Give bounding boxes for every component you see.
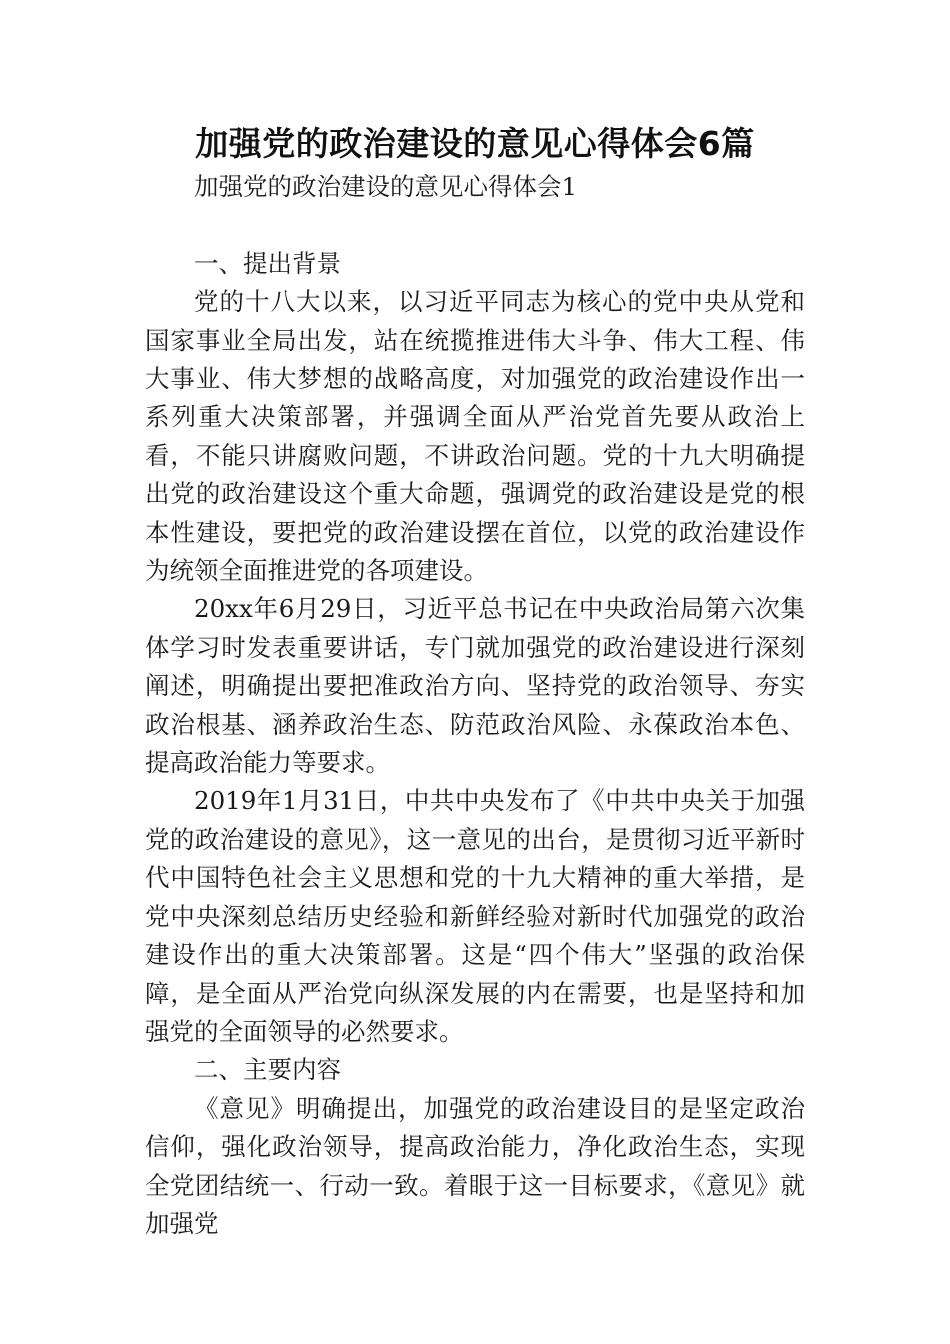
- paragraph: 《意见》明确提出，加强党的政治建设目的是坚定政治信仰，强化政治领导，提高政治能力，净化政治生态，实现全党团结统一、行动一致。着眼于这一目标要求，《意见》就加强党: [145, 1093, 805, 1238]
- paragraph: 党的十八大以来，以习近平同志为核心的党中央从党和国家事业全局出发，站在统揽推进伟大斗争、伟大工程、伟大事业、伟大梦想的战略高度，对加强党的政治建设作出一系列重大决策部署，并强调全面从严治党首先要从政治上看，不能只讲腐败问题，不讲政治问题。党的十九大明确提出党的政治建设这个重大命题，强调党的政治建设是党的根本性建设，要把党的政治建设摆在首位，以党的政治建设作为统领全面推进党的各项建设。: [145, 287, 805, 586]
- paragraph: 2019年1月31日，中共中央发布了《中共中央关于加强党的政治建设的意见》，这一意见的出台，是贯彻习近平新时代中国特色社会主义思想和党的十九大精神的重大举措，是党中央深刻总结历史经验和新鲜经验对新时代加强党的政治建设作出的重大决策部署。这是“四个伟大”坚强的政治保障，是全面从严治党向纵深发展的内在需要，也是坚持和加强党的全面领导的必然要求。: [145, 786, 805, 1046]
- document-title: 加强党的政治建设的意见心得体会6篇: [195, 124, 755, 163]
- section-heading-main-content: 二、主要内容: [194, 1055, 341, 1085]
- section-heading-background: 一、提出背景: [194, 248, 341, 278]
- paragraph: 20xx年6月29日，习近平总书记在中央政治局第六次集体学习时发表重要讲话，专门就加强党的政治建设进行深刻阐述，明确提出要把准政治方向、坚持党的政治领导、夯实政治根基、涵养政治生态、防范政治风险、永葆政治本色、提高政治能力等要求。: [145, 594, 805, 778]
- document-body: [145, 168, 805, 1243]
- document-subtitle: 加强党的政治建设的意见心得体会1: [194, 172, 578, 201]
